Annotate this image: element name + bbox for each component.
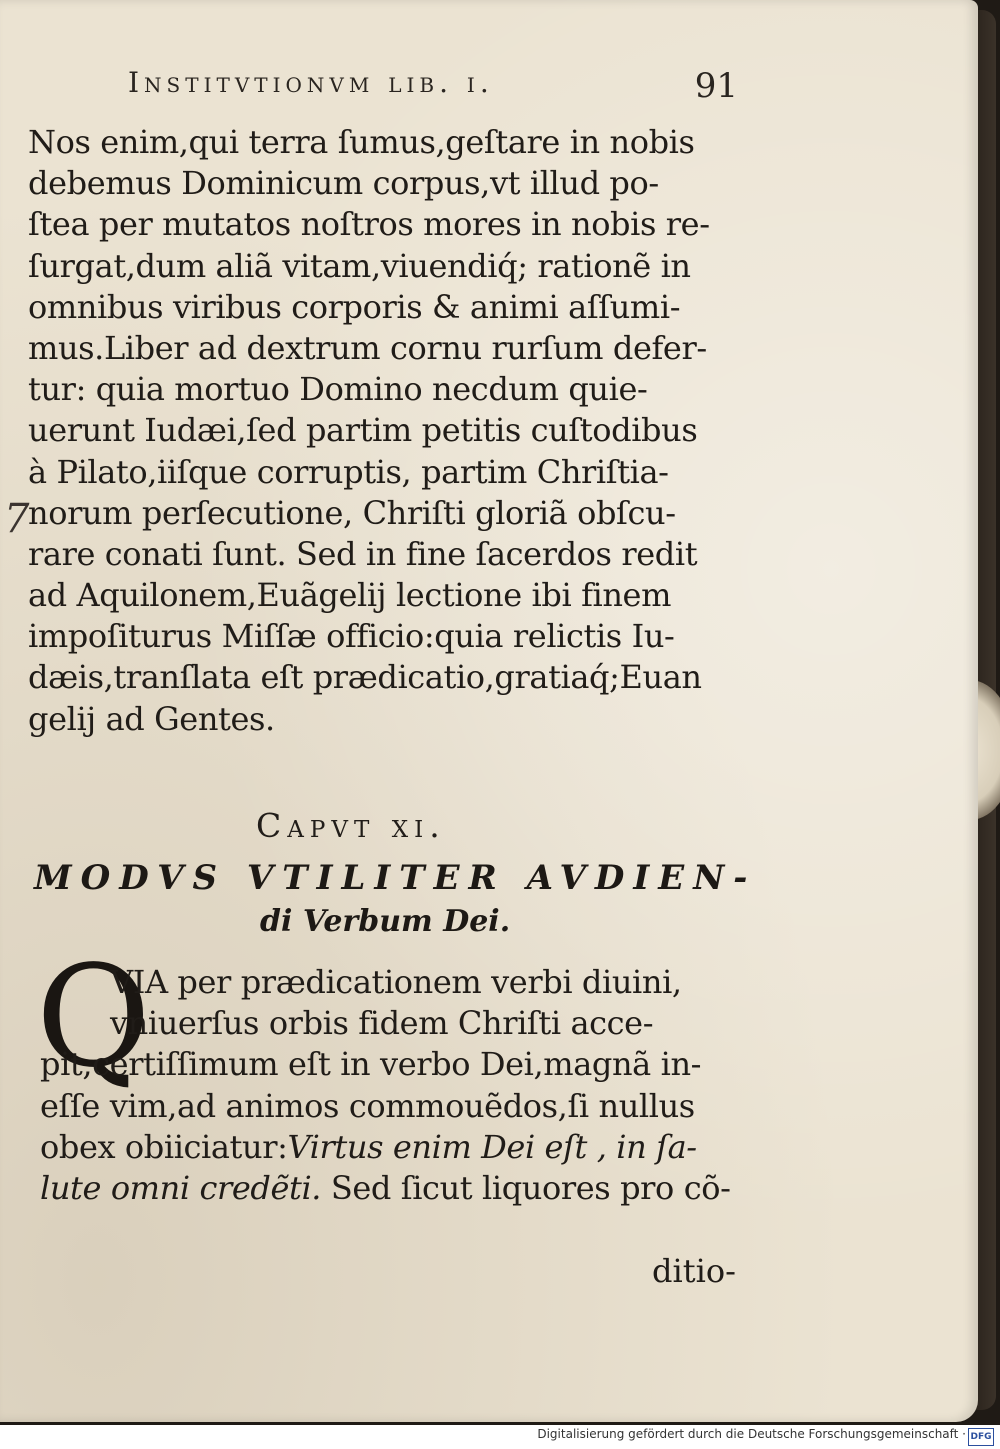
dfg-logo-icon: DFG bbox=[968, 1428, 994, 1446]
scripture-quote: lute omni credẽti. bbox=[40, 1168, 322, 1207]
margin-note: 7 bbox=[4, 496, 30, 542]
text-line: tur: quia mortuo Domino necdum quie- bbox=[28, 370, 648, 409]
text-line: omnibus viribus corporis & animi aſſumi- bbox=[28, 287, 681, 326]
text-line: eſſe vim,ad animos commouẽdos,ſi nullus bbox=[40, 1086, 695, 1125]
text-line: à Pilato,iiſque corruptis, partim Chriſtia- bbox=[28, 452, 669, 491]
text-line bbox=[40, 1127, 760, 1168]
running-title: Institvtionvm lib. i. bbox=[128, 66, 494, 99]
drop-cap-initial: Q bbox=[36, 936, 151, 1099]
text-line: ſtea per mutatos noſtros mores in nobis re- bbox=[28, 205, 710, 244]
text-segment: obex obiiciatur: bbox=[40, 1127, 288, 1166]
text-line: gelij ad Gentes. bbox=[28, 699, 275, 738]
digitization-footer bbox=[0, 1425, 1000, 1449]
footer-credit: Digitalisierung gefördert durch die Deutsche Forschungsgemeinschaft · bbox=[537, 1427, 966, 1441]
chapter-body-text bbox=[40, 962, 760, 1209]
text-line: debemus Dominicum corpus,vt illud po- bbox=[28, 164, 659, 203]
text-line: norum perſecutione, Chriſti gloriã obſcu- bbox=[28, 493, 676, 532]
text-line: vniuerſus orbis fidem Chriſti acce- bbox=[110, 1004, 654, 1043]
text-line: uerunt Iudæi,ſed partim petitis cuſtodibus bbox=[28, 411, 698, 450]
page-number: 91 bbox=[694, 66, 738, 106]
text-line: mus.Liber ad dextrum cornu rurſum defer- bbox=[28, 328, 707, 367]
text-line: pit,certiſſimum eſt in verbo Dei,magnã in- bbox=[40, 1045, 702, 1084]
body-text bbox=[28, 122, 748, 740]
text-line bbox=[40, 1168, 760, 1209]
chapter-title-line: di Verbum Dei. bbox=[260, 904, 511, 939]
text-line: impoſiturus Miſſæ officio:quia relictis Iu- bbox=[28, 617, 675, 656]
catchword: ditio- bbox=[652, 1252, 736, 1290]
chapter-title-line: MODVS VTILITER AVDIEN- bbox=[34, 858, 757, 898]
chapter-title bbox=[34, 856, 757, 944]
text-line: ſurgat,dum aliã vitam,viuendiq́; rationẽ in bbox=[28, 246, 691, 285]
text-line: ad Aquilonem,Euãgelij lectione ibi finem bbox=[28, 576, 672, 615]
running-head bbox=[128, 62, 738, 112]
text-line: dæis,tranſlata eſt prædicatio,gratiaq́;Euan bbox=[28, 658, 702, 697]
scripture-quote: Virtus enim Dei eſt , in ſa- bbox=[287, 1127, 697, 1166]
text-line: VIA per prædicationem verbi diuini, bbox=[110, 963, 682, 1001]
text-line: rare conati ſunt. Sed in fine ſacerdos redit bbox=[28, 534, 698, 573]
text-line: Nos enim,qui terra ſumus,geſtare in nobis bbox=[28, 123, 695, 161]
text-segment: Sed ſicut liquores pro cõ- bbox=[321, 1168, 731, 1207]
chapter-heading: Capvt xi. bbox=[256, 806, 446, 845]
